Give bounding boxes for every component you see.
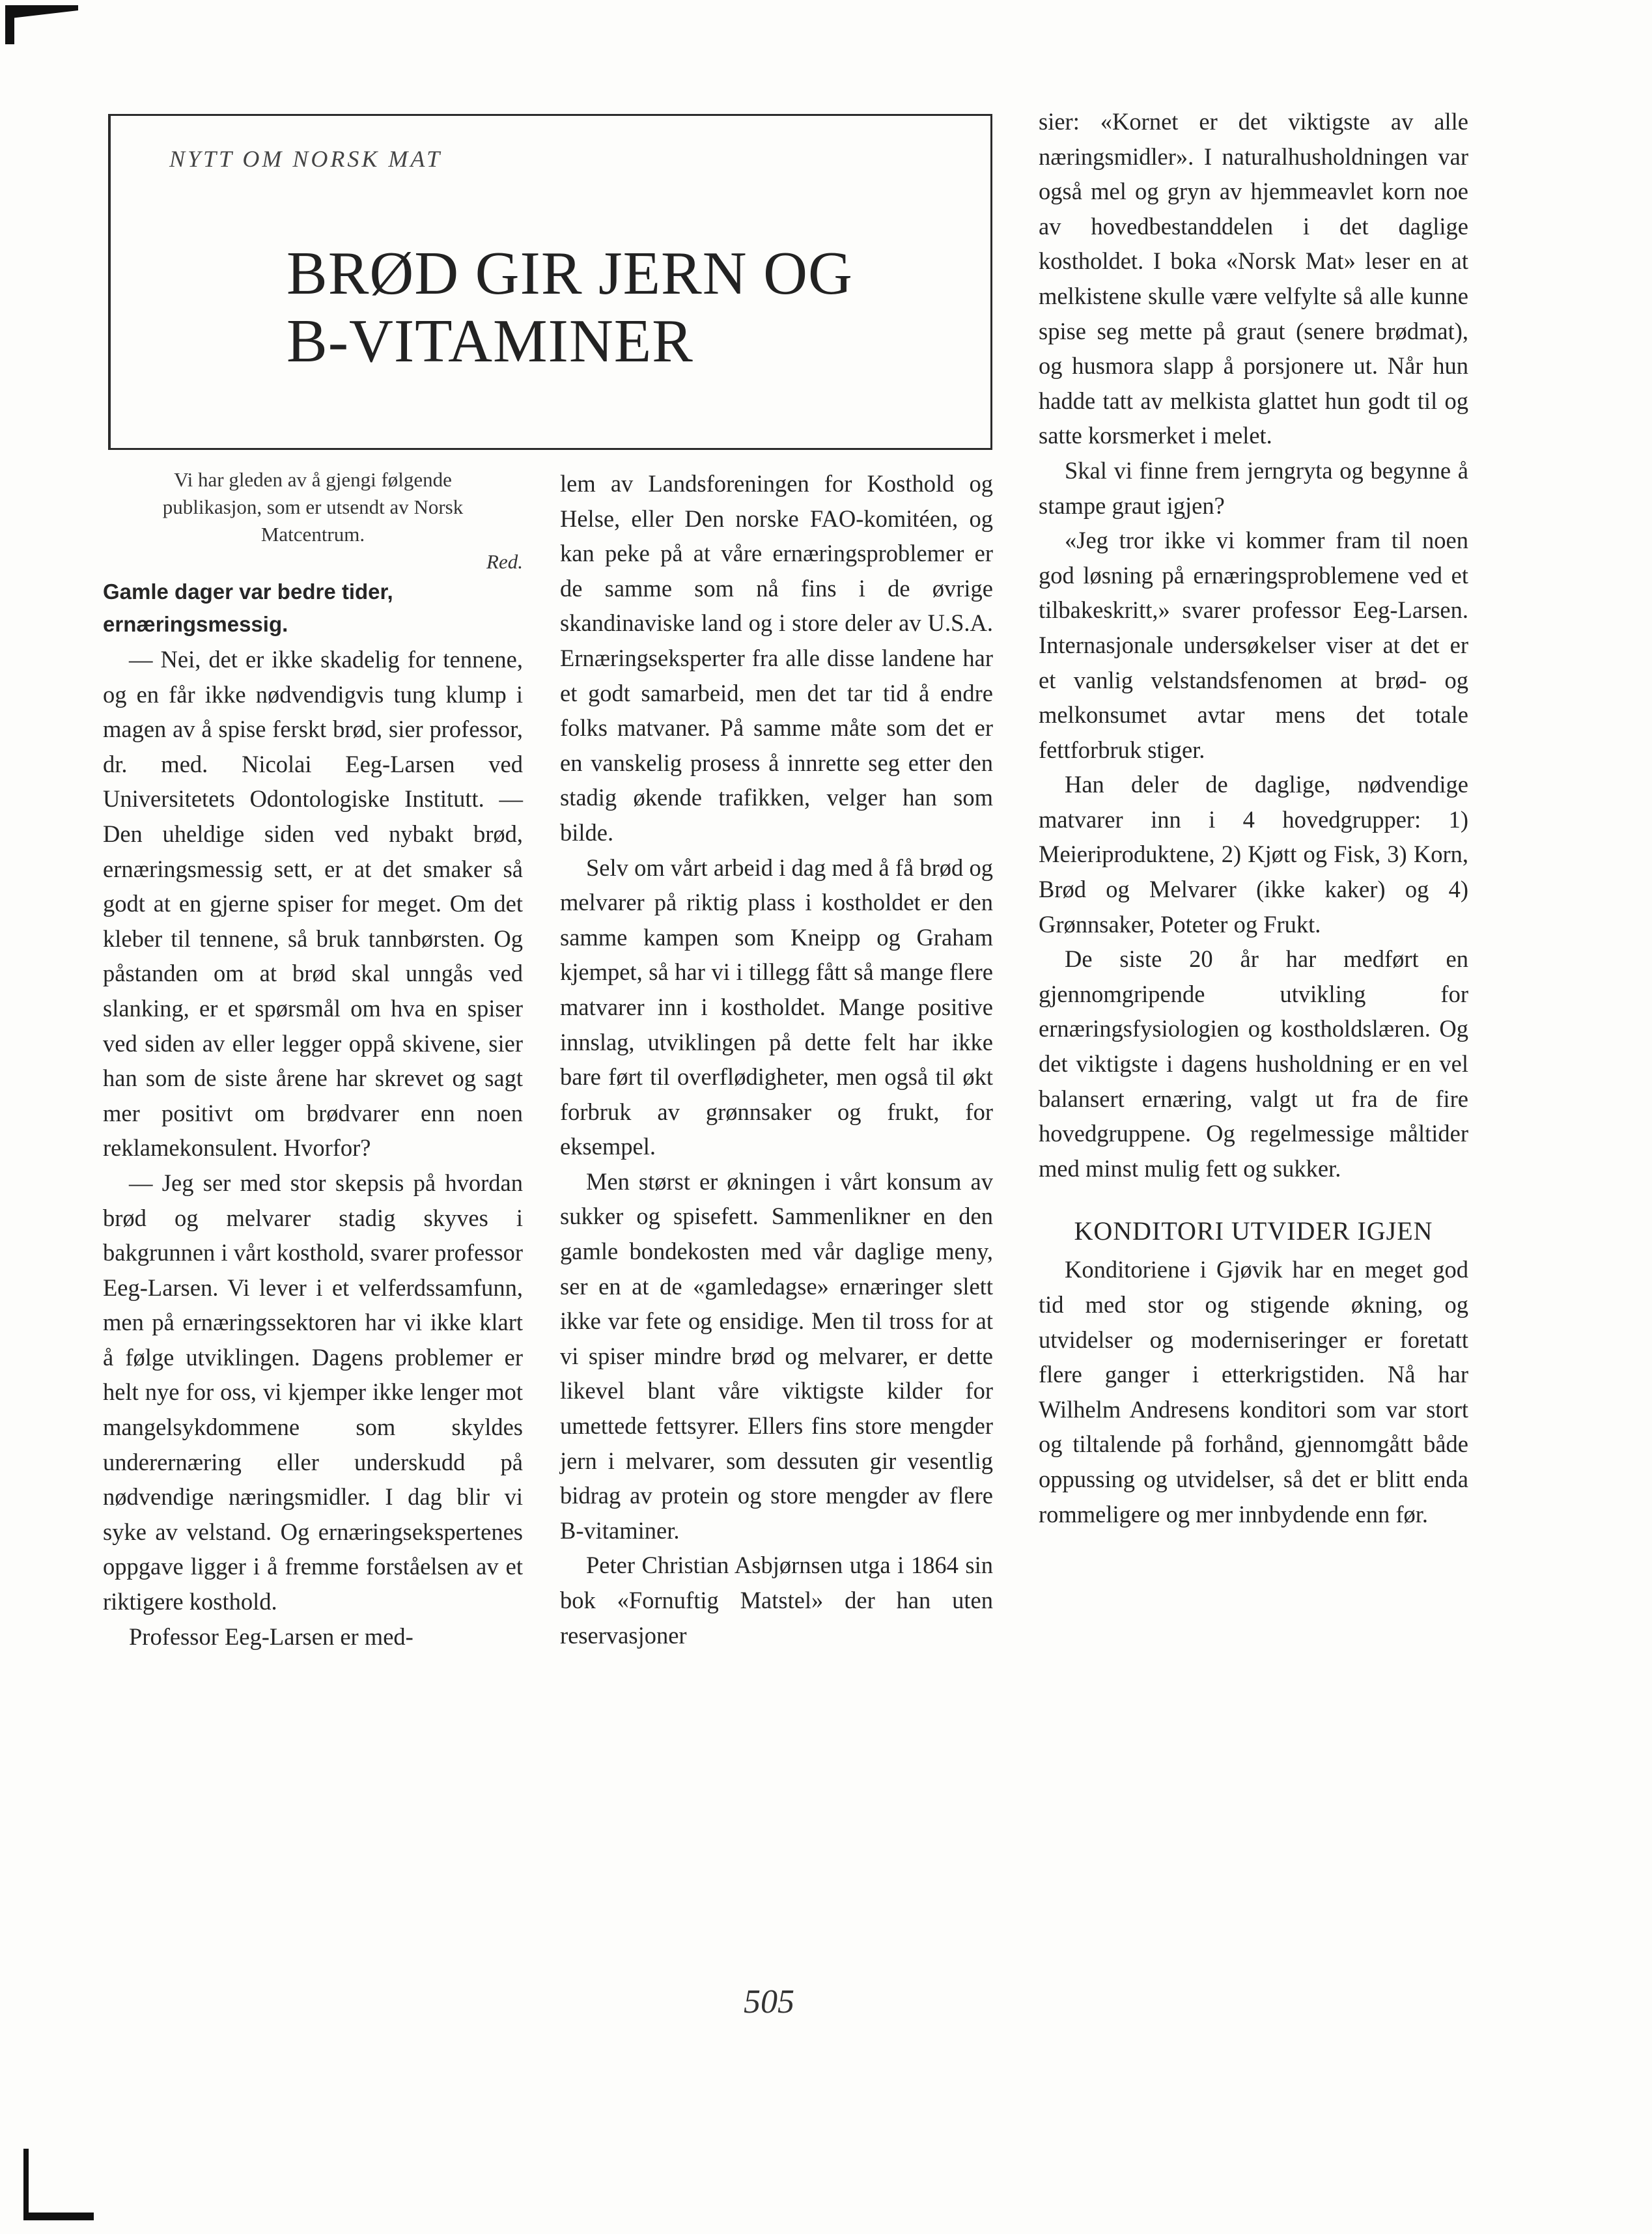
paragraph: Men størst er økningen i vårt konsum av sukker og spisefett. Sammenlikner en den gamle bondekosten med vår daglige meny, ser en at de «gamledagse» ernæringer slett ikke var fete og ensidige. Men til tross for at vi spiser mindre brød og melvarer, er dette likevel blant våre viktigste kilder for umettede fettsyrer. Ellers fins store mengder jern i melvarer, som dessuten gir vesentlig bidrag av protein og store mengder av flere B-vitaminer. [560, 1167, 993, 1544]
paragraph: — Nei, det er ikke skadelig for tennene, og en får ikke nødvendigvis tung klump i magen av å spise ferskt brød, sier professor, dr. med. Nicolai Eeg-Larsen ved Universitetets Odontologiske Institutt. — Den uheldige siden ved nybakt brød, ernæringsmessig sett, er at det smaker så godt at en gjerne spiser for meget. Om det kleber til tennene, så bruk tannbørsten. Og påstanden om at brød skal unngås ved slanking, er et spørsmål om hva en spiser ved siden av eller legger oppå skivene, sier han som de siste årene har skrevet og sagt mer positivt om brødvarer enn noen reklamekonsulent. Hvorfor? [103, 646, 523, 1162]
paragraph: Professor Eeg-Larsen er med- [129, 1623, 413, 1650]
crop-mark-bottom-left [23, 2213, 94, 2220]
crop-mark-top-left [5, 5, 78, 18]
subheading: Gamle dager var bedre tider, ernæringsmessig. [103, 579, 393, 636]
headline [287, 240, 853, 375]
crop-mark-top-left-vertical [5, 5, 14, 44]
intro-signature: Red. [486, 550, 523, 573]
crop-mark-bottom-left-vertical [23, 2149, 29, 2220]
column-3 [1039, 104, 1468, 1531]
headline-line-1: BRØD GIR JERN OG [287, 240, 853, 307]
paragraph: Selv om vårt arbeid i dag med å få brød og melvarer på riktig plass i kostholdet er den samme kampen som Kneipp og Graham kjempet, så har vi i tillegg fått så mange flere matvarer inn i kostholdet. Mange positive innslag, utviklingen på dette felt har ikke bare ført til overflødigheter, men også til økt forbruk av grønnsaker og frukt, for eksempel. [560, 854, 993, 1160]
column-1 [103, 466, 523, 1654]
kicker: NYTT OM NORSK MAT [169, 146, 443, 172]
paragraph: — Jeg ser med stor skepsis på hvordan brød og melvarer stadig skyves i bakgrunnen i vårt kosthold, svarer professor Eeg-Larsen. Vi lever i et velferdssamfunn, men på ernæringssektoren har vi ikke klart å følge utviklingen. Dagens problemer er helt nye for oss, vi kjemper ikke lenger mot mangelsykdommene som skyldes underernæring eller underskudd på nødvendige næringsmidler. I dag blir vi syke av velstand. Og ernæringsekspertenes oppgave ligger i å fremme forståelsen av et riktigere kosthold. [103, 1169, 523, 1615]
page-number: 505 [744, 1983, 794, 2020]
paragraph: Skal vi finne frem jerngryta og begynne å stampe graut igjen? [1039, 456, 1468, 519]
headline-line-2: B-VITAMINER [287, 307, 693, 375]
paragraph: Konditoriene i Gjøvik har en meget god tid med stor og stigende økning, og utvidelser og moderniseringer er foretatt flere ganger i etterkrigstiden. Nå har Wilhelm Andresens konditori som var stort og tiltalende på forhånd, gjennomgått både oppussing og utvidelser, så det er blitt enda rommeligere og mer innbydende enn før. [1039, 1256, 1468, 1528]
paragraph: De siste 20 år har medført en gjennomgripende utvikling for ernæringsfysiologien og kostholdslæren. Og det viktigste i dagens husholdning er en vel balansert ernæring, valgt ut fra de fire hovedgruppene. Og regelmessige måltider med minst mulig fett og sukker. [1039, 945, 1468, 1182]
paragraph: Peter Christian Asbjørnsen utga i 1864 sin bok «Fornuftig Matstel» der han uten reservasjoner [560, 1552, 993, 1649]
paragraph: Han deler de daglige, nødvendige matvarer inn i 4 hovedgrupper: 1) Meieriproduktene, 2) Kjøtt og Fisk, 3) Korn, Brød og Melvarer (ikke kaker) og 4) Grønnsaker, Poteter og Frukt. [1039, 771, 1468, 938]
intro-note: Vi har gleden av å gjengi følgende publikasjon, som er utsendt av Norsk Matcentrum. [162, 468, 464, 546]
paragraph: lem av Landsforeningen for Kosthold og Helse, eller Den norske FAO-komitéen, og kan peke på at våre ernæringsproblemer er de samme som nå fins i de øvrige skandinaviske land og i store deler av U.S.A. Ernæringseksperter fra alle disse landene har et godt samarbeid, men det tar tid å endre folks matvaner. På samme måte som det er en vanskelig prosess å innrette seg etter den stadig økende trafikken, velger han som bilde. [560, 470, 993, 846]
paragraph: sier: «Kornet er det viktigste av alle næringsmidler». I naturalhusholdningen var også mel og gryn av hjemmeavlet korn noe av hovedbestanddelen i det daglige kostholdet. I boka «Norsk Mat» leser en at melkistene skulle være velfylte så alle kunne spise seg mette på graut (senere brødmat), og husmora slapp å porsjonere ut. Når hun hadde tatt av melkista glattet hun godt til og satte korsmerket i melet. [1039, 108, 1468, 449]
column-2 [560, 466, 993, 1653]
title-box [108, 114, 992, 450]
section-heading: KONDITORI UTVIDER IGJEN [1074, 1216, 1433, 1246]
paragraph: «Jeg tror ikke vi kommer fram til noen god løsning på ernæringsproblemene ved et tilbakeskritt,» svarer professor Eeg-Larsen. Internasjonale undersøkelser viser at det er et vanlig velstandsfenomen at brød- og melkonsumet avtar mens det totale fettforbruk stiger. [1039, 527, 1468, 763]
